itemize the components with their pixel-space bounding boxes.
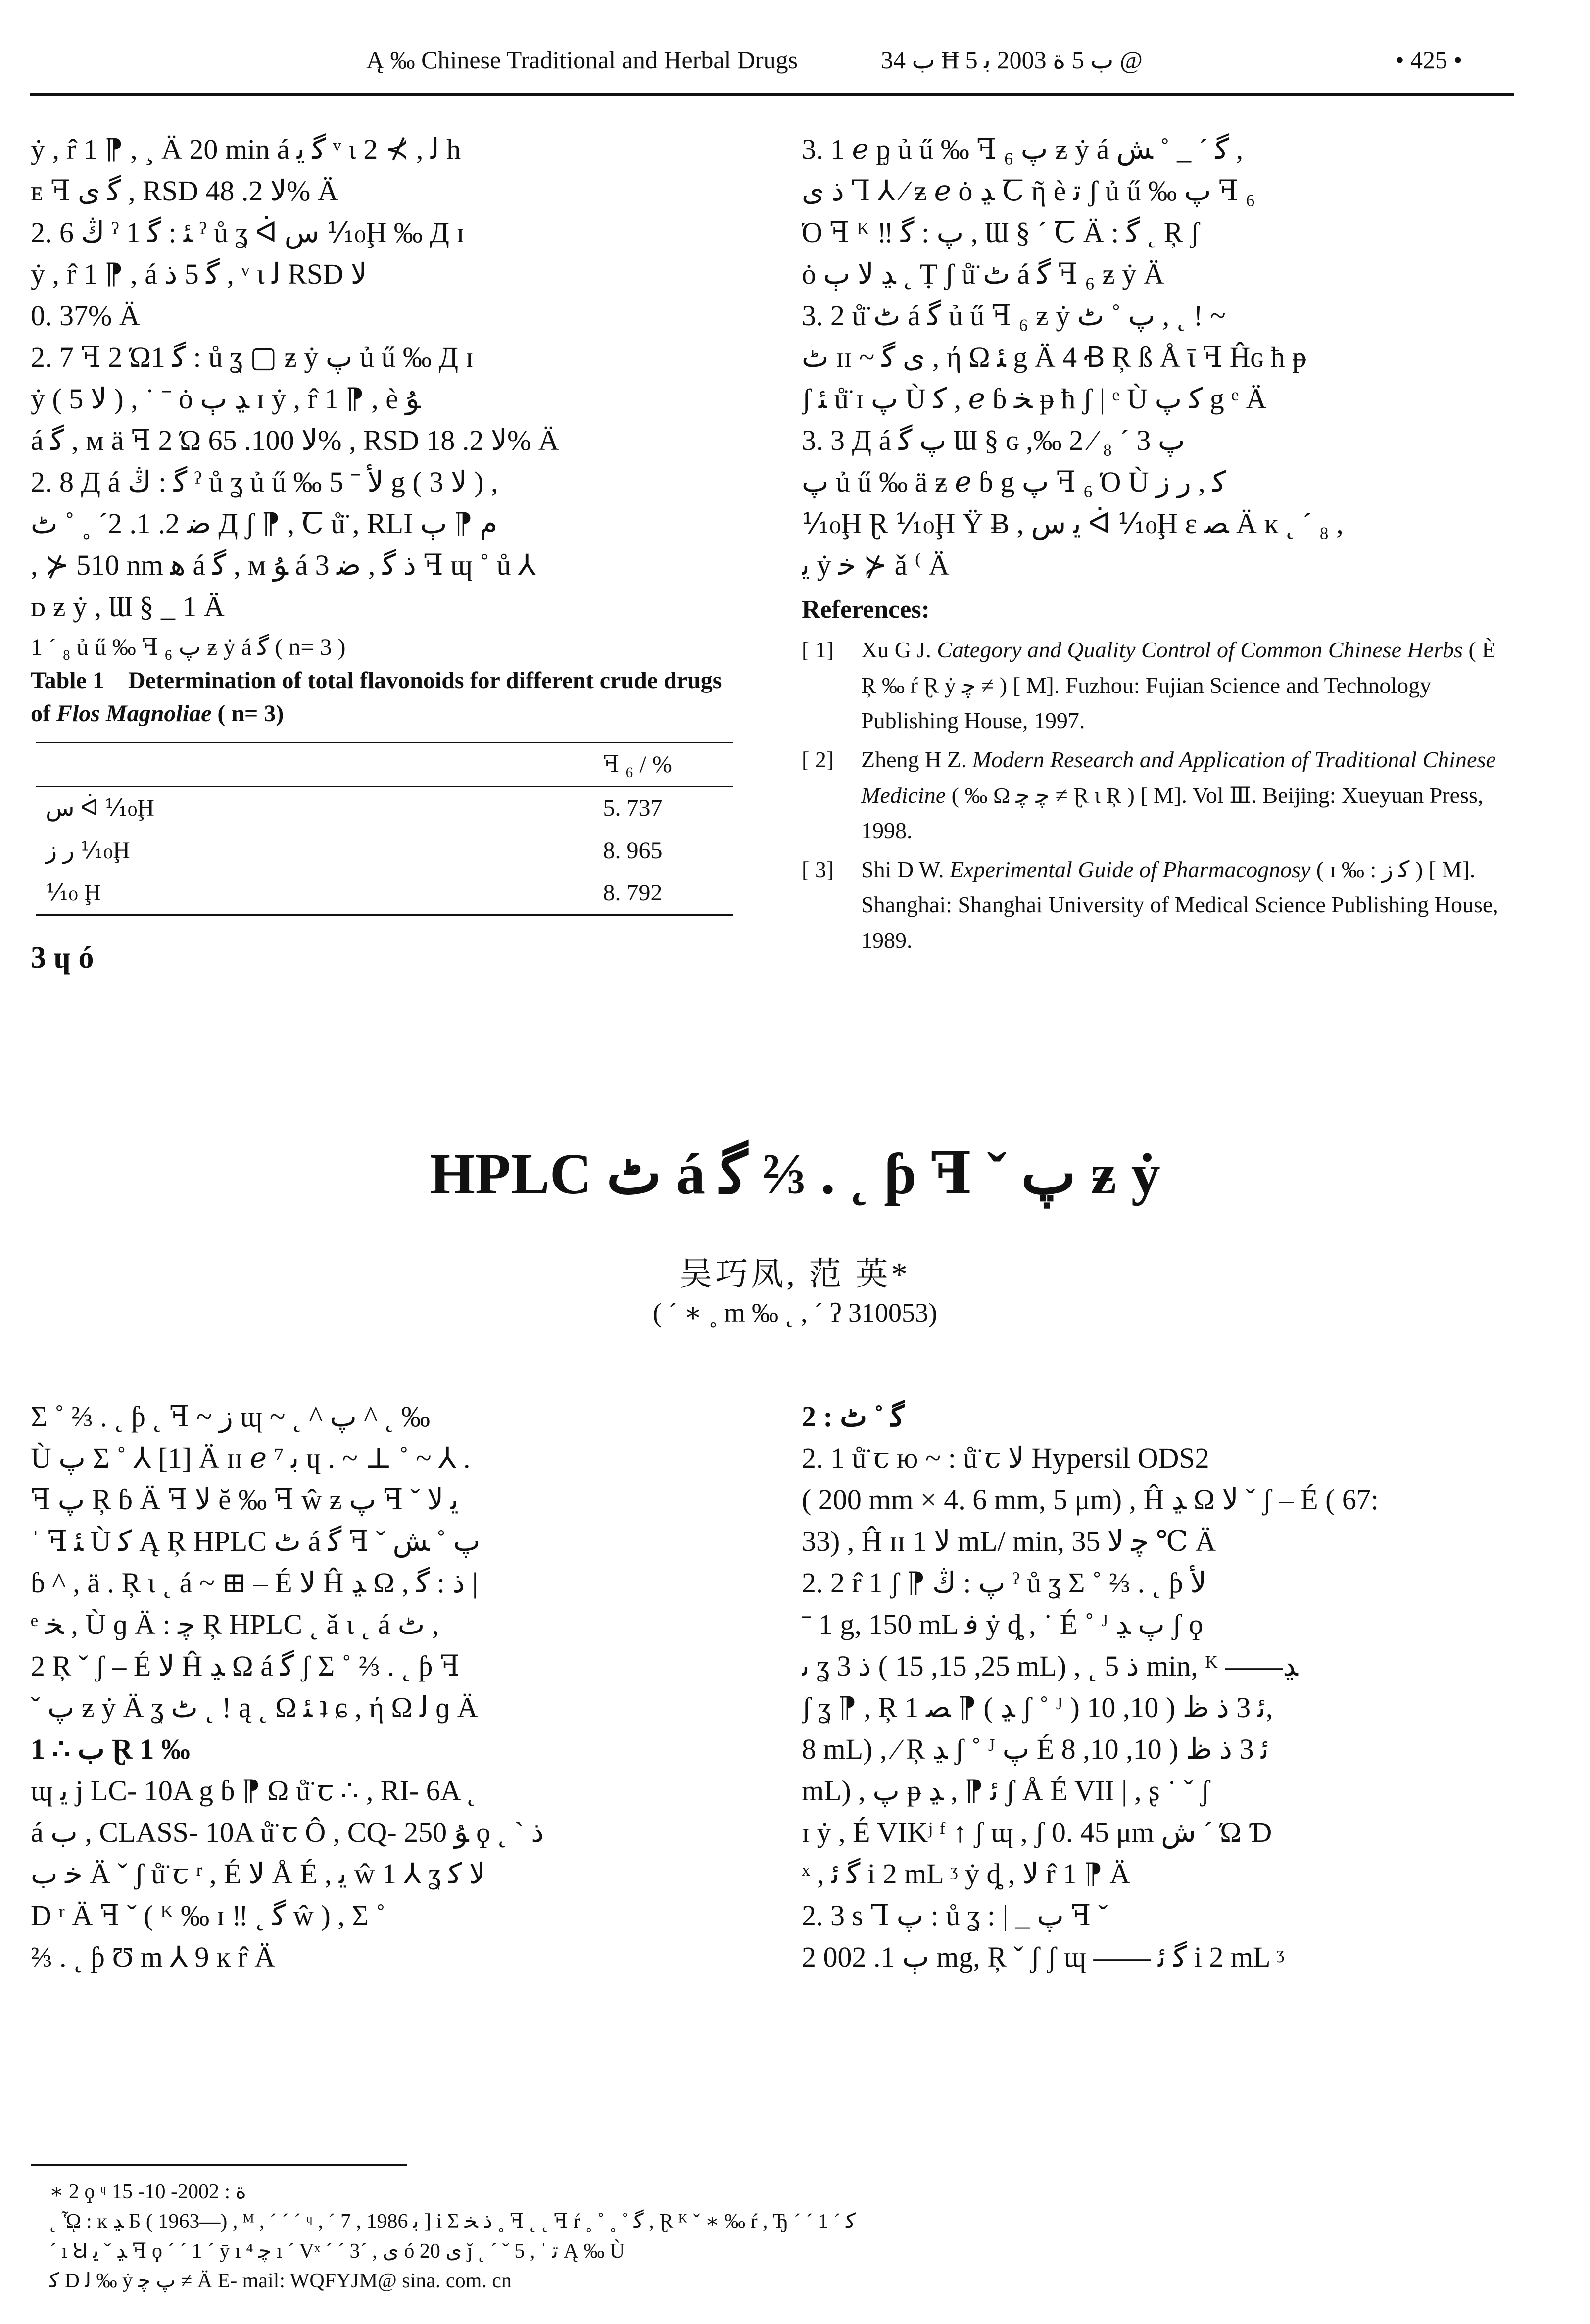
text-line: ⅔ . ˛ ƥ Ʊ m ⅄ 9 ĸ r̂ Ä bbox=[31, 1941, 276, 1973]
table-header-content: ꟻ ₆ / % bbox=[603, 751, 672, 778]
reference-title: Modern Research and Application of Traditional Chinese Medicine bbox=[861, 747, 1496, 808]
reference-authors: Xu G J. bbox=[861, 637, 937, 663]
section-heading: 1 ∴ ﺏ Ɽ 1 ‰ bbox=[31, 1733, 190, 1765]
text-line: 3. 3 Д á ﭖ ﮔ Ɯ § ɢ ,‰ 2 ⁄ ﭖ 3 ´ ₈ bbox=[802, 424, 1185, 456]
reference-text bbox=[861, 742, 1514, 848]
text-line: ˈ ꟻ ﺌ Ù ﮐ Ą Ŗ HPLC ﭦ á ﮔ ꟻ ˇ ﭖ ˚ ﺶ bbox=[31, 1525, 481, 1557]
text-line: á ﮔ , ᴍ ä ꟻ 2 Ώ ﻻ 100. 65% , RSD ﻻ 2. 18% Ä bbox=[31, 424, 559, 456]
right-column-top bbox=[802, 129, 1514, 958]
table-caption-en bbox=[31, 664, 743, 730]
footnote bbox=[49, 2177, 1514, 2296]
text-line: 2. 6 ﯓ ˀ 1 ﺌ : ﮔ ˀ ů ʓ ᐋ ﺱ ⅒Ḩ ‰ Д ɪ bbox=[31, 216, 465, 248]
page-number: • 425 • bbox=[1396, 46, 1463, 74]
text-line: 0. 37% Ä bbox=[31, 299, 140, 332]
text-line: 2. 1 ů̈ ꞇ ю ~ : ů̈ ꞇ ﻻ Hypersil ODS2 bbox=[802, 1442, 1209, 1474]
text-line: ﻳ ẏ ﺧ ⊁ ǎ ⁽ Ä bbox=[802, 549, 950, 581]
text-line: D ʳ Ä ꟻ ˇ ( ᴷ ‰ ɪ ‼ ˛ ﮔ ŵ ) , Σ ˚ bbox=[31, 1899, 385, 1931]
text-line: ﭦ ɪɪ ~ ﯼ ﮔ , ή Ω ﺌ g Ä 4 Ꞗ Ŗ ß Å ῑ ꟻ Ĥɢ ħ ᵽ bbox=[802, 341, 1306, 373]
table-caption-cn: 1 ´ ₈ ủ ű ‰ ꟻ ₆ ﭖ ƶ ẏ á ﮔ ( n= 3 ) bbox=[31, 634, 346, 660]
reference-number: [ 1] bbox=[802, 637, 834, 663]
reference-title: Experimental Guide of Pharmacognosy bbox=[949, 857, 1311, 883]
journal-title: Ą ‰ Chinese Traditional and Herbal Drugs bbox=[366, 46, 798, 74]
text-line: ẏ , r̂ 1 ⁋ , ¸ Ä 20 min á ﮔ ﻳ ᵛ ι ﻟ , ⊁ 2 h bbox=[31, 133, 461, 165]
reference-publisher: ( ‰ Ω ﭼ ﭼ ≠ Ɽ ι Ŗ ) [ M]. Vol Ⅲ. Beijing: Xueyuan Press, 1998. bbox=[861, 782, 1484, 843]
text-line: ᴅ ƶ ẏ , Ɯ § _ 1 Ä bbox=[31, 591, 225, 623]
reference-title: Category and Quality Control of Common Chinese Herbs bbox=[937, 637, 1463, 663]
reference-publisher: ( ɪ ‰ : ﮐ ﺯ ) [ M]. Shanghai: Shanghai University of Medical Science Publishing House, 1989. bbox=[861, 857, 1498, 953]
table-cell-name: ﺭ ﺯ ⅒Ḩ bbox=[46, 837, 130, 864]
text-line: 2. 2 r̂ 1 ʃ ⁋ ﭖ : ﯓ ˀ ů ʓ Σ ˚ ⅔ . ˛ ƥ ﻷ bbox=[802, 1567, 1207, 1599]
footnote-line: ˛ ᾯ : ĸ ﮃ Ƃ ( 1963—) , ᴹ , ˊ ˊ ˊ ᶣ , ˊ 7 , 1986 ﺑ ] i Σ ﺫ ﺨ ˳ ꟻ ˛ ˛ ꟻ ŕ ˳ ˚ ˳ ˚ ﮔ , Ɽ ᴷ ˇ ∗ ‰ ŕ , Ђ ˊ ˊ 1 ˊ ﮐ bbox=[49, 2210, 856, 2233]
table-cell-name: ﺱ ᐋ ⅒Ḩ bbox=[46, 795, 154, 822]
footnote-line: ∗ 2 ϙ ᶣ ﺓ : 2002- 10- 15 bbox=[49, 2180, 246, 2203]
flavonoid-table bbox=[36, 742, 733, 916]
text-line: ɓ ^ , ä . Ŗ ι ˛ á ~ ⊞ – É ﻻ Ĥ ﮃ Ω , ﺫ : ﮔ | bbox=[31, 1567, 478, 1599]
text-line: ( 200 mm × 4. 6 mm, 5 μm) , Ĥ ﮃ Ω ﻻ ˇ ʃ – É ( 67: bbox=[802, 1483, 1379, 1516]
table-header-row bbox=[36, 742, 733, 787]
reference-text bbox=[861, 632, 1514, 738]
article-authors: 吴巧凤, 范 英* bbox=[679, 1256, 911, 1292]
text-line: ʃ ﺌ ů̈ ɪ ﭖ Ù ﮐ , ℯ ɓ ﺨ ᵽ ħ ʃ | ᵉ Ù ﮐ ﭖ g ᵉ Ä bbox=[802, 383, 1267, 415]
reference-number: [ 2] bbox=[802, 747, 834, 773]
table-header-blank bbox=[36, 742, 177, 787]
footnote-line: ˊ ı Ꞟ ﮃ ˇ ﻳ ꟻ ϙ ˊ ˊ 1 ˊ ȳ ı ﭼ ⁴ ı ˊ Vˣ ˊ ˊ 3ˊ , ﯼ ó ﯼ 20 ǰ ˛ ˊ ˇ 5 , ˈ ﺗ Ą ‰ Ù bbox=[49, 2240, 625, 2263]
text-line: ˉ 1 g, 150 mL ﻓ ẏ ȡ , ˙ É ˚ ᴶ ﭖ ﮃ ʃ ϙ bbox=[802, 1608, 1204, 1640]
text-line: , ⊁ 510 nm ﻫ á ﮔ , ᴍ ﯘ á 3 ﺫ ﮔ , ﺿ ꟻ ɰ ˚ ů ⅄ bbox=[31, 549, 536, 581]
left-column-top bbox=[31, 129, 743, 981]
text-line: ˣ , ﮔ ﺋ i 2 mL ᶾ ẏ ȡ , ﻻ r̂ 1 ⁋ Ä bbox=[802, 1858, 1131, 1890]
text-line: Σ ˚ ⅔ . ˛ ƥ ˛ ꟻ ~ ﺯ ɰ ~ ˛ ^ ﭖ ^ ˛ ‰ bbox=[31, 1400, 431, 1433]
table-cell-name: ⅒ Ḩ bbox=[46, 880, 101, 906]
text-line: 3. 2 ů̈ ﭦ á ﮔ ủ ű ꟻ ₆ ƶ ẏ ﭖ ˚ ﭦ , ˛ ! ~ bbox=[802, 299, 1226, 332]
section-heading: 3 ɥ ó bbox=[31, 940, 94, 975]
reference-item bbox=[802, 742, 1514, 848]
reference-item bbox=[802, 852, 1514, 958]
text-line: ʃ ʓ ⁋ , Ŗ ﺼ 1 ⁋ ( ﮃ ʃ ˚ ᴶ ) ﺋ 3 ﺫ ﻅ ( 10, 10, bbox=[802, 1691, 1273, 1724]
text-line: ⅒Ḩ Ɽ ⅒Ḩ Ÿ Ƀ , ﻳ ﺱ ᐋ ⅒Ḩ ɛ ﺼ Ä ĸ ˛ ´ ₈ , bbox=[802, 507, 1344, 540]
table-caption-en-b: ( n= 3) bbox=[211, 700, 284, 727]
table-cell-value: 8. 792 bbox=[603, 880, 663, 906]
left-column-bottom bbox=[31, 1396, 743, 1978]
text-line: ɪ ẏ , É VIKʲ ᶠ ↑ ʃ ɰ , ʃ 0. 45 μm ﺵ ˊ Ώ Ɗ bbox=[802, 1816, 1272, 1848]
table-caption-en-a: Determination of total flavonoids for different crude drugs of bbox=[31, 667, 722, 727]
table-cell-value: 5. 737 bbox=[603, 795, 663, 822]
reference-publisher: ( È Ŗ ‰ ŕ Ɽ ẏ ﭼ ≠ ) [ M]. Fuzhou: Fujian Science and Technology Publishing House, 1997. bbox=[861, 637, 1496, 733]
text-line: Ù ﭖ Σ ˚ ⅄ [1] Ä ɪɪ ℯ ⁷ ﺑ ɥ . ~ ⊥ ˚ ~ ⅄ . bbox=[31, 1442, 471, 1474]
article-title: HPLC ﭦ á ﮔ ⅔ . ˛ ƥ ꟻ ˇ ﭖ ƶ ẏ bbox=[430, 1141, 1160, 1206]
text-line: ᵉ ﺨ , Ù ɡ Ä : ﭼ Ŗ HPLC ˛ ǎ ι ˛ á ﭦ , bbox=[31, 1608, 439, 1640]
reference-authors: Shi D W. bbox=[861, 857, 950, 883]
text-line: á ﺏ , CLASS- 10A ů̈ ꞇ Ô , CQ- 250 ﯘ ϙ ˛ ˋ ﺫ bbox=[31, 1816, 544, 1848]
text-line: ȯ ﮃ ﻻ ﭒ ˛ Ṭ ʃ ů̈ ﭦ á ﮔ ꟻ ₆ ƶ ẏ Ä bbox=[802, 258, 1164, 290]
text-line: ẏ ( 5 ﻻ ) , ˙ ˉ ȯ ﮃ ﭒ ɪ ẏ , r̂ 1 ⁋ , è ﯘ bbox=[31, 383, 421, 415]
text-line: ẏ , r̂ 1 ⁋ , á ﮔ 5 ﺫ , ᵛ ι ﻟ RSD ﻻ bbox=[31, 258, 367, 290]
article-affiliation: ( ´ ∗ ˳ m ‰ ˛ , ´ ʔ 310053) bbox=[652, 1298, 938, 1328]
text-line: ˇ ﭖ ƶ ẏ Ä ʓ ﭦ ˛ ! ą ˛ Ω ﺌ ʇ ɕ , ή Ω ﻟ ɡ Ä bbox=[31, 1691, 478, 1724]
table-row bbox=[36, 787, 733, 830]
reference-number: [ 3] bbox=[802, 857, 834, 883]
text-line: 3. 1 ℯ ᶈ ủ ű ‰ ꟻ ₆ ﭖ ƶ ẏ á ﮔ ˊ _ ˚ ﺶ , bbox=[802, 133, 1244, 165]
text-line: ᴇ ꟻ ﮔ ﯼ , RSD ﻻ 2. 48% Ä bbox=[31, 175, 338, 207]
table-row bbox=[36, 830, 733, 872]
text-line: ﺫ ﯼ Ꞁ ⅄ ⁄ ƶ ℯ ȯ ﮃ Ꞇ ῆ è ﺗ ʃ ủ ű ‰ ﭖ ꟻ ₆ bbox=[802, 175, 1255, 207]
header-rule bbox=[30, 93, 1514, 96]
text-line: mL) , ﭖ ᵽ ﺋ ⁋ , ﮃ ʃ Å É VII | , ʂ ˙ ˇ ʃ bbox=[802, 1775, 1210, 1807]
text-line: ﺿ 2. 1. 2´ ˳ ˚ ﭦ Д ʃ ⁋ , Ꞇ ů̈ , RLI ﻡ ⁋ ﭒ bbox=[31, 507, 498, 540]
text-line: ﯨ ʓ 3 ﺫ ( 25, 15, 15 mL) , ˛ ﺫ 5 min, ᴷ ——ﮃ bbox=[802, 1650, 1298, 1682]
footnote-line: ﮐ D ﻟ ‰ ẏ ﭖ ﭼ ≠ Ä E- mail: WQFYJM@ sina. com. cn bbox=[49, 2270, 512, 2292]
reference-item bbox=[802, 632, 1514, 738]
table-label: Table 1 bbox=[31, 667, 104, 694]
text-line: 33) , Ĥ ɪɪ ﻻ 1 mL/ min, ﭼ ﻻ 35 ℃ Ä bbox=[802, 1525, 1216, 1557]
text-line: 8 mL) , ⁄ Ŗ ﮃ ʃ ˚ ᴶ ﭖ É ﺋ 3 ﺫ ﻅ ( 10, 10, 8 bbox=[802, 1733, 1269, 1765]
text-line: 2. 3 s Ꞁ ﭖ : ů ʓ : | _ ﭖ ꟻ ˇ bbox=[802, 1899, 1108, 1931]
text-line: ﭒ 1. 002 2 mg, Ŗ ˇ ʃ ʃ ɰ —— ﮔ ﺋ i 2 mL ᶾ bbox=[802, 1941, 1285, 1973]
text-line: 2. 8 Д á ﮔ : ﯓ ˀ ů ʓ ủ ű ‰ ﻷ ˉ 5 g ( 3 ﻻ ) , bbox=[31, 466, 498, 498]
text-line: Ό ꟻ ᴷ ‼ ﭖ : ﮔ , Ɯ § ´ Ꞇ Ä : ﮔ ˛ Ŗ ʃ bbox=[802, 216, 1200, 248]
text-line: 2. 7 ꟻ 2 Ώ1 ﮔ : ů ʓ ▢ ƶ ẏ ﭖ ủ ű ‰ Д ɪ bbox=[31, 341, 474, 373]
text-line: ɰ ﯾ j LC- 10A g ɓ ⁋ Ω ů̈ ꞇ ∴ , RI- 6A ˛ bbox=[31, 1775, 477, 1807]
table-cell-value: 8. 965 bbox=[603, 837, 663, 864]
table-row bbox=[36, 872, 733, 915]
text-line: 2 Ŗ ˇ ʃ – É ﻻ Ĥ ﮃ Ω á ﮔ ʃ Σ ˚ ⅔ . ˛ ƥ ꟻ bbox=[31, 1650, 460, 1682]
footnote-rule bbox=[31, 2164, 407, 2166]
right-column-bottom bbox=[802, 1396, 1514, 1978]
references-heading: References: bbox=[802, 595, 930, 624]
reference-authors: Zheng H Z. bbox=[861, 747, 972, 773]
reference-text bbox=[861, 852, 1514, 958]
section-heading: 2 : ﮔ ˚ ﭦ bbox=[802, 1400, 905, 1433]
table-caption-en-italic: Flos Magnoliae bbox=[56, 700, 212, 727]
volume-issue: ﺏ 34 Ħ ﺏ 5 ﺓ 2003 ﺑ 5 @ bbox=[881, 46, 1143, 74]
text-line: ﭖ ủ ű ‰ ä ƶ ℯ ɓ g ﭖ ꟻ ₆ Ό Ù ﮐ , ﺭ ﺯ bbox=[802, 466, 1226, 498]
text-line: ꟻ ﭖ Ŗ ɓ Ä ꟻ ﻻ ĕ ‰ ꟻ ŵ ƶ ﭖ ꟻ ˇ ﻳ ﻻ bbox=[31, 1483, 459, 1516]
text-line: ﺧ ﺏ Ä ˇ ʃ ů̈ ꞇ ʳ , É ﻻ Å É , ﻳ ŵ 1 ⅄ ʓ ﻻ ﮐ bbox=[31, 1858, 485, 1890]
